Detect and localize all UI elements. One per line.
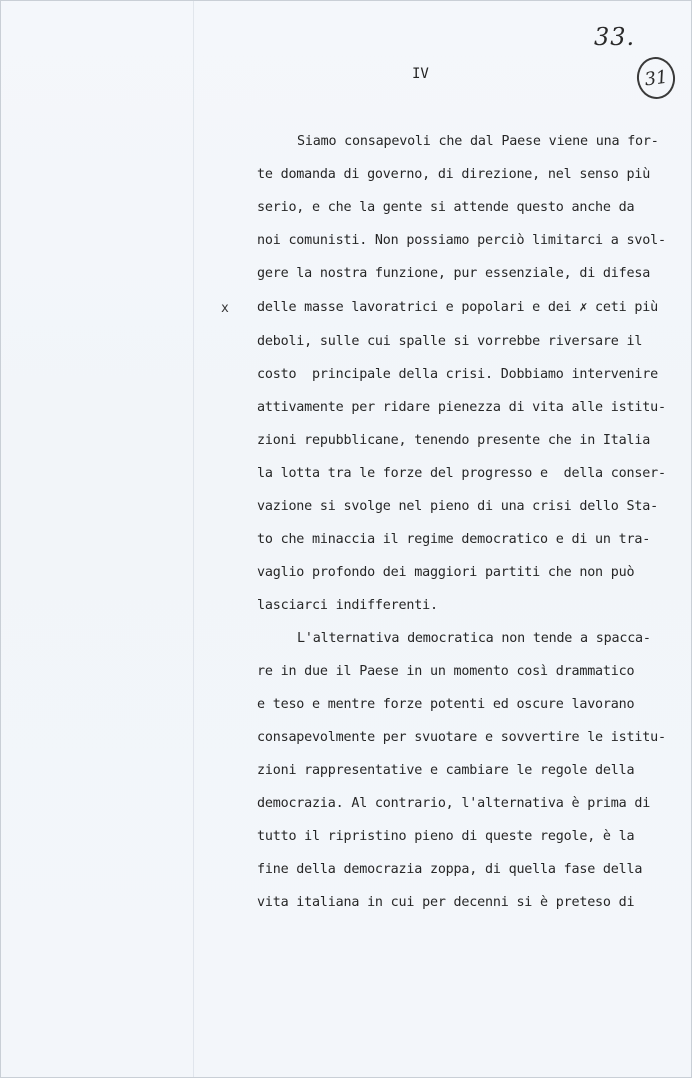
text-line: la lotta tra le forze del progresso e della conser- [257, 466, 666, 481]
text-line: deboli, sulle cui spalle si vorrebbe riversare il [257, 334, 643, 349]
text-line: consapevolmente per svuotare e sovvertire le istitu- [257, 730, 666, 745]
page-fold-line [193, 1, 194, 1077]
text-line: vazione si svolge nel pieno di una crisi dello Sta- [257, 499, 658, 514]
text-line: e teso e mentre forze potenti ed oscure lavorano [257, 697, 635, 712]
text-line: te domanda di governo, di direzione, nel senso più [257, 167, 651, 182]
text-line: attivamente per ridare pienezza di vita alle istitu- [257, 400, 666, 415]
text-line: vita italiana in cui per decenni si è preteso di [257, 895, 635, 910]
text-line: Siamo consapevoli che dal Paese viene una for- [297, 134, 659, 149]
text-line: lasciarci indifferenti. [257, 598, 438, 613]
circled-page-stamp: 31 [634, 55, 677, 102]
text-line: re in due il Paese in un momento così drammatico [257, 664, 635, 679]
text-line: delle masse lavoratrici e popolari e dei ✗ ceti più [257, 300, 658, 315]
text-line: tutto il ripristino pieno di queste regole, è la [257, 829, 635, 844]
text-line: serio, e che la gente si attende questo anche da [257, 200, 635, 215]
text-line: zioni rappresentative e cambiare le regole della [257, 763, 635, 778]
text-line: gere la nostra funzione, pur essenziale, di difesa [257, 266, 651, 281]
text-line: L'alternativa democratica non tende a spacca- [297, 631, 651, 646]
margin-mark: x [221, 301, 229, 316]
text-line: vaglio profondo dei maggiori partiti che non può [257, 565, 635, 580]
handwritten-page-number: 33. [594, 23, 636, 51]
section-numeral: IV [412, 66, 429, 82]
text-line: costo principale della crisi. Dobbiamo intervenire [257, 367, 658, 382]
text-line: fine della democrazia zoppa, di quella fase della [257, 862, 643, 877]
text-line: democrazia. Al contrario, l'alternativa è prima di [257, 796, 651, 811]
text-line: noi comunisti. Non possiamo perciò limitarci a svol- [257, 233, 666, 248]
text-line: zioni repubblicane, tenendo presente che in Italia [257, 433, 651, 448]
text-line: to che minaccia il regime democratico e di un tra- [257, 532, 651, 547]
